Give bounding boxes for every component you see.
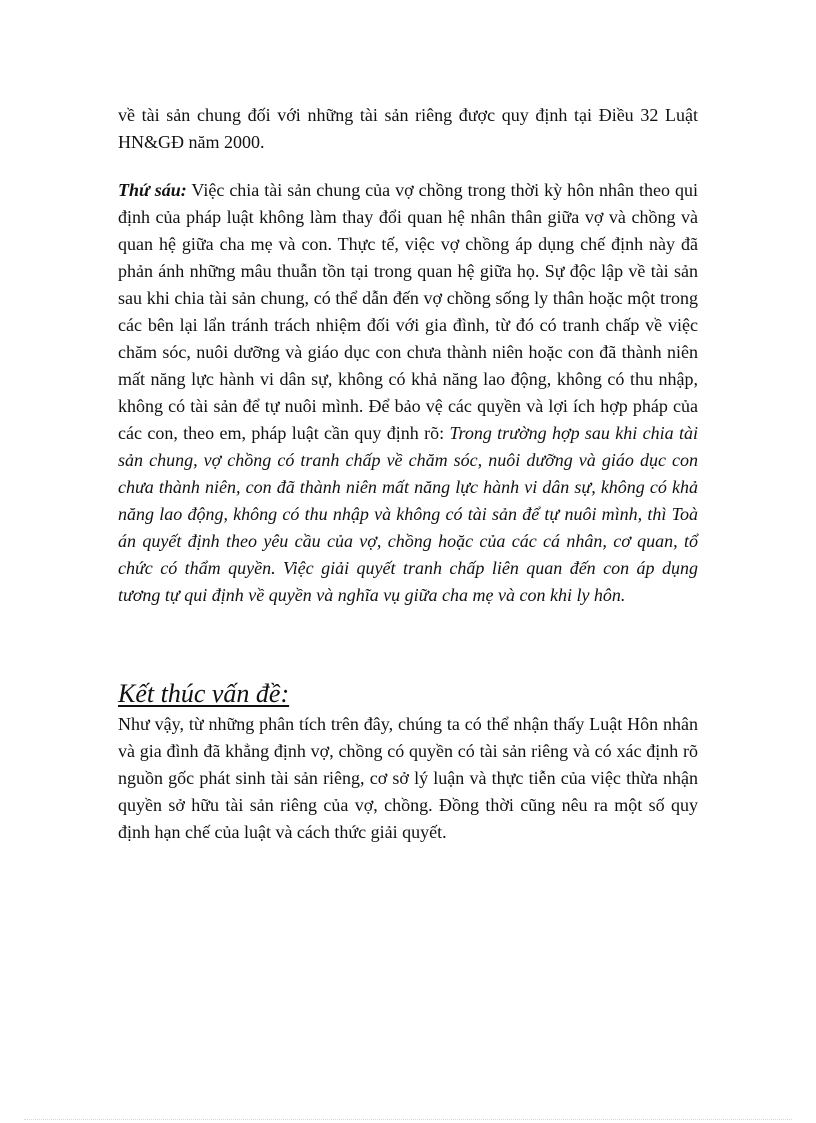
page-footer-divider bbox=[24, 1119, 792, 1120]
paragraph-continuation: về tài sản chung đối với những tài sản riêng được quy định tại Điều 32 Luật HN&GĐ năm 2000. bbox=[118, 105, 698, 152]
paragraph-thu-sau bbox=[118, 177, 698, 609]
paragraph-body: Việc chia tài sản chung của vợ chồng trong thời kỳ hôn nhân theo qui định của pháp luật không làm thay đổi quan hệ nhân thân giữa vợ và chồng và quan hệ giữa cha mẹ và con. Thực tế, việc vợ chồng áp dụng chế định này đã phản ánh những mâu thuẫn tồn tại trong quan hệ giữa họ. Sự độc lập về tài sản sau khi chia tài sản chung, có thể dẫn đến vợ chồng sống ly thân hoặc một trong các bên lại lẩn tránh trách nhiệm đối với gia đình, từ đó có tranh chấp về việc chăm sóc, nuôi dưỡng và giáo dục con chưa thành niên hoặc con đã thành niên mất năng lực hành vi dân sự, không có khả năng lao động, không có thu nhập, không có tài sản để tự nuôi mình. Để bảo vệ các quyền và lợi ích hợp pháp của các con, theo em, pháp luật cần quy định rõ: bbox=[118, 180, 698, 443]
paragraph-conclusion: Như vậy, từ những phân tích trên đây, chúng ta có thể nhận thấy Luật Hôn nhân và gia đình đã khẳng định vợ, chồng có quyền có tài sản riêng và có xác định rõ nguồn gốc phát sinh tài sản riêng, cơ sở lý luận và thực tiễn của việc thừa nhận quyền sở hữu tài sản riêng của vợ, chồng. Đồng thời cũng nêu ra một số quy định hạn chế của luật và cách thức giải quyết. bbox=[118, 714, 698, 842]
paragraph-label: Thứ sáu: bbox=[118, 180, 187, 200]
paragraph-italic-proposal: Trong trường hợp sau khi chia tài sản chung, vợ chồng có tranh chấp về chăm sóc, nuôi dưỡng và giáo dục con chưa thành niên, con đã thành niên mất năng lực hành vi dân sự, không có khả năng lao động, không có thu nhập và không có tài sản để tự nuôi mình, thì Toà án quyết định theo yêu cầu của vợ, chồng hoặc của các cá nhân, cơ quan, tổ chức có thẩm quyền. Việc giải quyết tranh chấp liên quan đến con áp dụng tương tự qui định về quyền và nghĩa vụ giữa cha mẹ và con khi ly hôn. bbox=[118, 423, 698, 605]
section-heading: Kết thúc vấn đề: bbox=[118, 679, 290, 708]
